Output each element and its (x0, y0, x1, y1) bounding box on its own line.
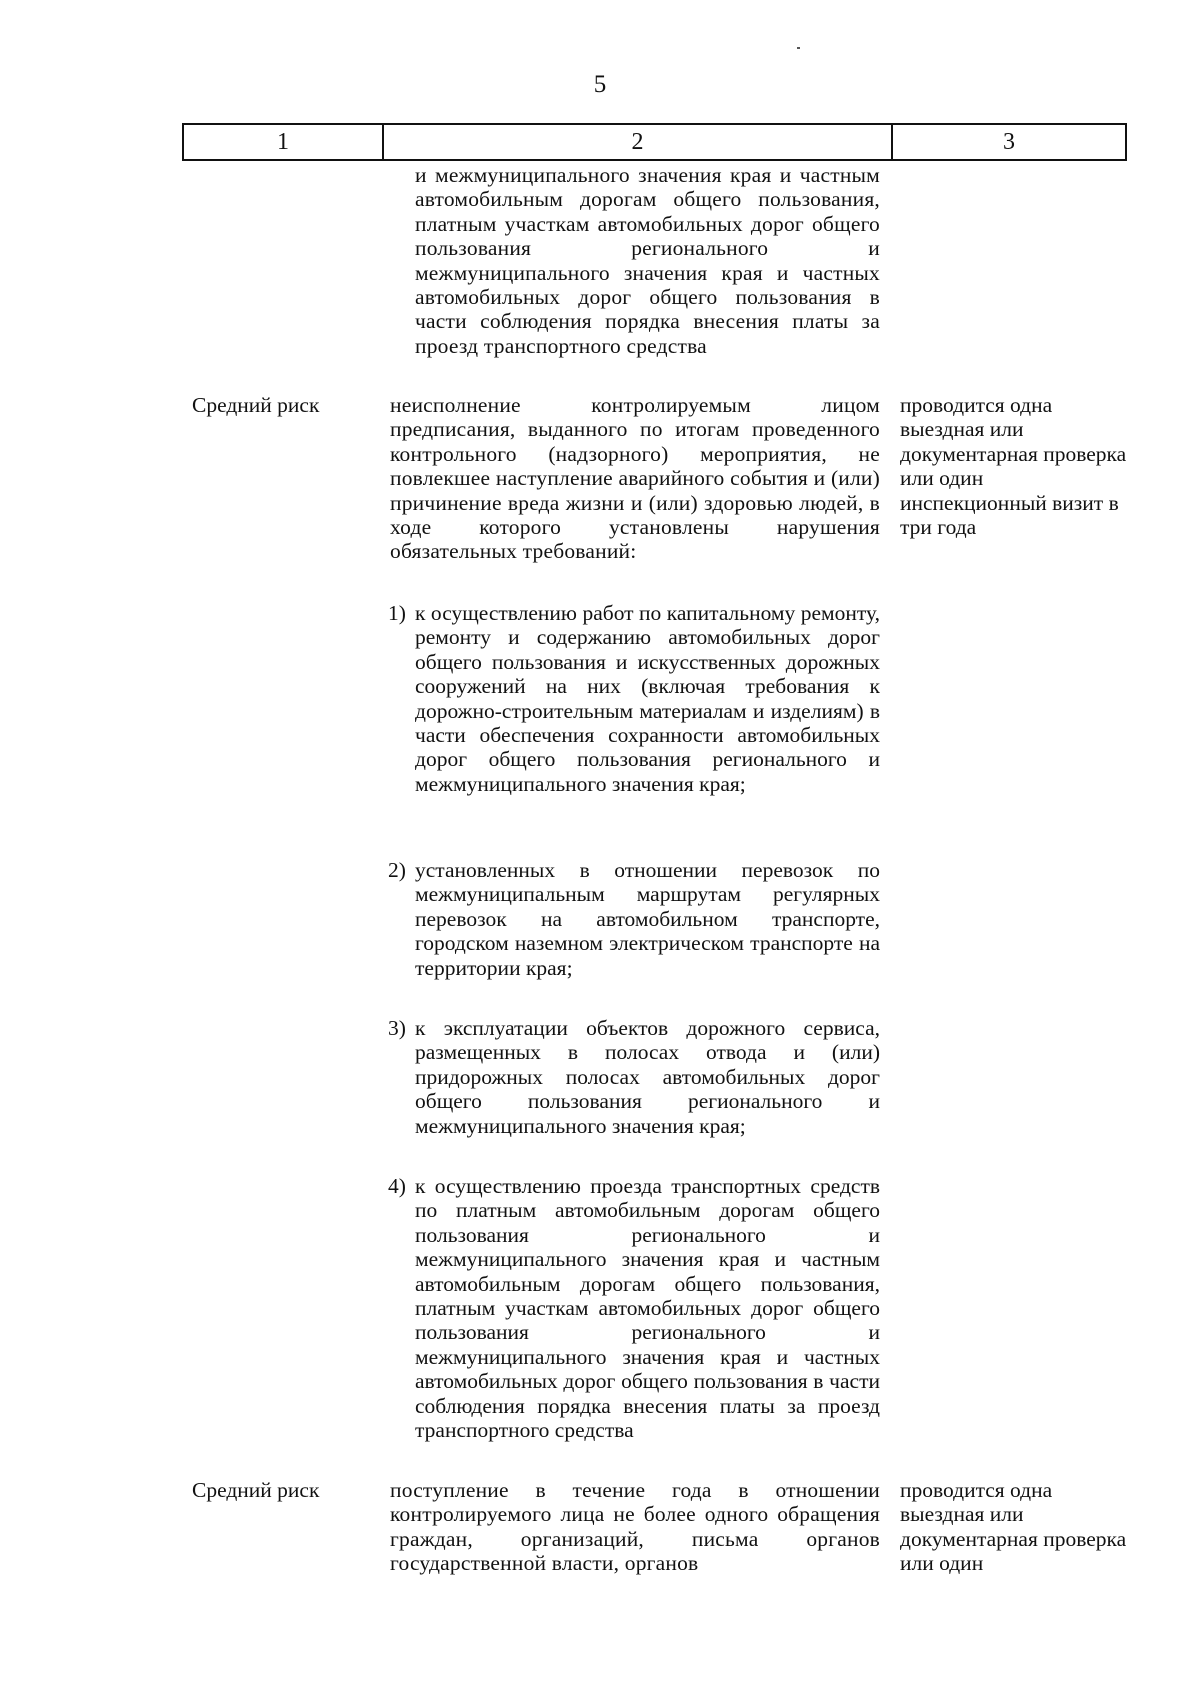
list-item-text: к осуществлению работ по капитальному ремонту, ремонту и содержанию автомобильных дорог общего пользования и искусственных дорожных сооружений на них (включая требования к дорожно-строительным материалам и изделиям) в части обеспечения сохранности автомобильных дорог общего пользования регионального и межмуниципального значения края; (415, 601, 880, 796)
list-item-text: к осуществлению проезда транспортных средств по платным автомобильным дорогам общего пользования регионального и межмуниципального значения края и частным автомобильным дорогам общего пользования, платным участкам автомобильных дорог общего пользования регионального и межмуниципального значения края и частных автомобильных дорог общего пользования в части соблюдения порядка внесения платы за проезд транспортного средства (415, 1174, 880, 1443)
inspection-frequency-text: проводится одна выездная или документарная проверка или один (900, 1478, 1127, 1576)
list-item-number: 3) (388, 1016, 406, 1040)
risk-level-label: Средний риск (192, 393, 320, 417)
list-item (388, 858, 880, 980)
list-item-text: к эксплуатации объектов дорожного сервиса, размещенных в полосах отвода и (или) придорожных полосах автомобильных дорог общего пользования регионального и межмуниципального значения края; (415, 1016, 880, 1138)
continuation-text: и межмуниципального значения края и частным автомобильным дорогам общего пользования, платным участкам автомобильных дорог общего пользования регионального и межмуниципального значения края и частных автомобильных дорог общего пользования в части соблюдения порядка внесения платы за проезд транспортного средства (415, 163, 880, 358)
scan-dot (797, 47, 800, 49)
list-item-number: 1) (388, 601, 406, 625)
risk-criterion-text: неисполнение контролируемым лицом предписания, выданного по итогам проведенного контрольного (надзорного) мероприятия, не повлекшее наступление аварийного события и (или) причинение вреда жизни и (или) здоровью людей, в ходе которого установлены нарушения обязательных требований: (390, 393, 880, 564)
list-item-number: 2) (388, 858, 406, 882)
risk-level-label: Средний риск (192, 1478, 320, 1502)
list-item (388, 1174, 880, 1442)
table-header-col-3: 3 (1003, 128, 1015, 155)
inspection-frequency-text: проводится одна выездная или документарная проверка или один инспекционный визит в три года (900, 393, 1127, 540)
page-number: 5 (593, 71, 607, 98)
list-item-number: 4) (388, 1174, 406, 1198)
risk-criterion-text: поступление в течение года в отношении контролируемого лица не более одного обращения граждан, организаций, письма органов государственной власти, органов (390, 1478, 880, 1576)
table-header-col-2: 2 (384, 125, 893, 159)
table-header-row (182, 123, 1127, 161)
table-header-col-1: 1 (184, 125, 384, 159)
list-item-text: установленных в отношении перевозок по межмуниципальным маршрутам регулярных перевозок на автомобильном транспорте, городском наземном электрическом транспорте на территории края; (415, 858, 880, 980)
list-item (388, 1016, 880, 1138)
list-item (388, 601, 880, 796)
